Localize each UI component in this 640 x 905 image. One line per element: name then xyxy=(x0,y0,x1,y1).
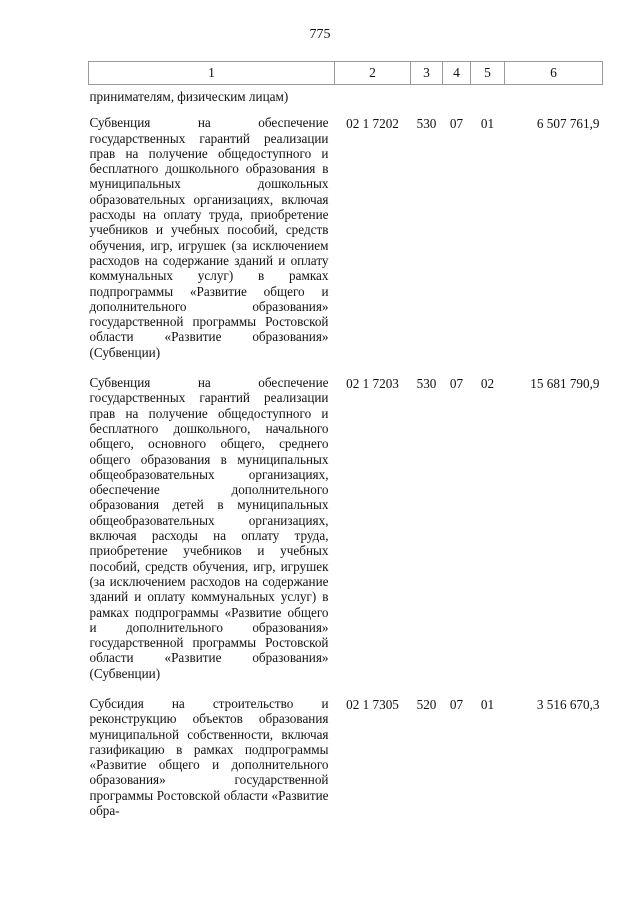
row-vr: 530 xyxy=(416,376,437,392)
row-sum: 6 507 761,9 xyxy=(536,116,600,132)
header-col-3: 3 xyxy=(411,62,443,85)
budget-table xyxy=(88,61,603,833)
row-name: Субвенция на обеспечение государственных гарантий реализации прав на получение общедоступного и бесплатного дошкольного, начального общего, основного общего, среднего общего образования в муниципальных общеобразовательных организациях, обеспечение дополнительного образования детей в муниципальных общеобразовательных организациях, включая расходы на оплату труда, приобретение учебников и учебных пособий, средств обучения, игр, игрушек (за исключением расходов на содержание зданий и оплату коммунальных услуг) в рамках подпрограммы «Развитие общего и дополнительного образования» государственной программы Ростовской области «Развитие образования» (Субвенции) xyxy=(89,375,329,681)
row-vr: 520 xyxy=(416,696,437,712)
row-pr: 02 xyxy=(480,376,495,392)
page-number: 775 xyxy=(309,27,331,42)
row-code: 02 1 7202 xyxy=(346,116,399,132)
table-row xyxy=(89,115,603,375)
row-name: Субсидия на строительство и реконструкцию объектов образования муниципальной собственности, включая газификацию в рамках подпрограммы «Развитие общего и дополнительного образования» государственной программы Ростовской области «Развитие обра- xyxy=(89,695,329,819)
row-rz: 07 xyxy=(449,696,464,712)
header-col-4: 4 xyxy=(443,62,471,85)
row-pr: 01 xyxy=(480,696,495,712)
row-vr: 530 xyxy=(416,116,437,132)
table-header-row xyxy=(89,62,603,85)
row-rz: 07 xyxy=(449,116,464,132)
continuation-text: принимателям, физическим лицам) xyxy=(89,89,289,104)
row-sum: 3 516 670,3 xyxy=(536,696,600,712)
header-col-1: 1 xyxy=(89,62,335,85)
row-rz: 07 xyxy=(449,376,464,392)
row-code: 02 1 7203 xyxy=(346,376,399,392)
table-row xyxy=(89,696,603,833)
header-col-5: 5 xyxy=(471,62,505,85)
row-sum: 15 681 790,9 xyxy=(530,376,600,392)
continuation-row xyxy=(89,85,603,116)
row-pr: 01 xyxy=(480,116,495,132)
header-col-2: 2 xyxy=(335,62,411,85)
row-name: Субвенция на обеспечение государственных гарантий реализации прав на получение общедоступного и бесплатного дошкольного образования в муниципальных дошкольных образовательных организациях, включая расходы на оплату труда, приобретение учебников и учебных пособий, средств обучения, игр, игрушек (за исключением расходов на содержание зданий и оплату коммунальных услуг) в рамках подпрограммы «Развитие общего и дополнительного образования» государственной программы Ростовской области «Развитие образования» (Субвенции) xyxy=(89,115,329,360)
table-row xyxy=(89,375,603,696)
header-col-6: 6 xyxy=(505,62,603,85)
row-code: 02 1 7305 xyxy=(346,696,399,712)
